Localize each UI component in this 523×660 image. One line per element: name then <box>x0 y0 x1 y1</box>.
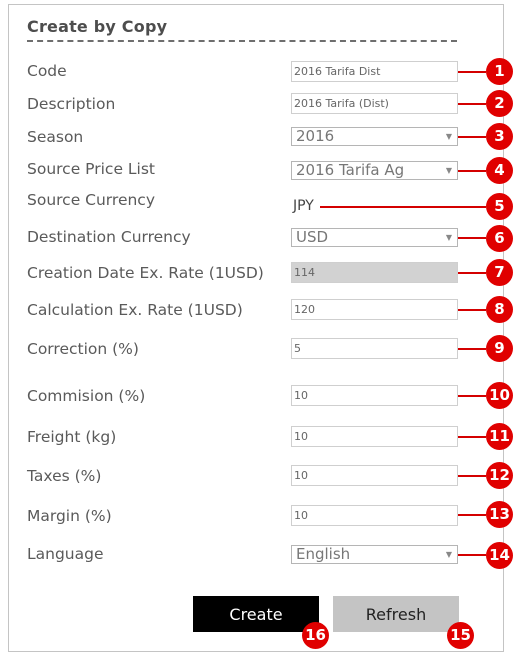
callout-badge-13: 13 <box>486 501 513 528</box>
commision-input[interactable]: 10 <box>291 385 458 406</box>
chevron-down-icon: ▼ <box>445 166 452 175</box>
refresh-button[interactable]: Refresh <box>333 596 459 632</box>
callout-line-4 <box>458 170 486 172</box>
callout-badge-2: 2 <box>486 90 513 117</box>
taxes-label: Taxes (%) <box>27 467 102 485</box>
callout-line-2 <box>458 103 486 105</box>
chevron-down-icon: ▼ <box>445 550 452 559</box>
language-label: Language <box>27 545 104 563</box>
description-input[interactable]: 2016 Tarifa (Dist) <box>291 93 458 114</box>
creation-date-rate-label: Creation Date Ex. Rate (1USD) <box>27 264 264 282</box>
code-label: Code <box>27 62 67 80</box>
callout-line-12 <box>458 475 486 477</box>
callout-line-6 <box>458 237 486 239</box>
callout-badge-15: 15 <box>447 622 474 649</box>
callout-line-9 <box>458 348 486 350</box>
destination-currency-select[interactable] <box>291 228 458 247</box>
freight-label: Freight (kg) <box>27 428 117 446</box>
callout-badge-14: 14 <box>486 542 513 569</box>
source-currency-label: Source Currency <box>27 191 155 209</box>
callout-badge-10: 10 <box>486 382 513 409</box>
season-select[interactable] <box>291 127 458 146</box>
callout-line-11 <box>458 436 486 438</box>
source-price-list-value: 2016 Tarifa Ag <box>296 161 405 179</box>
taxes-input[interactable]: 10 <box>291 465 458 486</box>
callout-badge-1: 1 <box>486 58 513 85</box>
source-price-list-select[interactable] <box>291 161 458 180</box>
callout-line-8 <box>458 309 486 311</box>
callout-badge-8: 8 <box>486 296 513 323</box>
callout-line-14 <box>458 554 486 556</box>
callout-badge-9: 9 <box>486 335 513 362</box>
callout-badge-5: 5 <box>486 193 513 220</box>
callout-line-10 <box>458 395 486 397</box>
title-divider <box>27 40 457 42</box>
chevron-down-icon: ▼ <box>445 233 452 242</box>
callout-line-7 <box>458 272 486 274</box>
callout-badge-12: 12 <box>486 462 513 489</box>
margin-label: Margin (%) <box>27 507 112 525</box>
creation-date-rate-input: 114 <box>291 262 458 283</box>
calculation-rate-label: Calculation Ex. Rate (1USD) <box>27 301 243 319</box>
correction-label: Correction (%) <box>27 340 139 358</box>
chevron-down-icon: ▼ <box>445 132 452 141</box>
destination-currency-label: Destination Currency <box>27 228 191 246</box>
form-title: Create by Copy <box>27 17 168 36</box>
language-value: English <box>296 545 351 563</box>
callout-line-13 <box>458 514 486 516</box>
destination-currency-value: USD <box>296 228 329 246</box>
callout-badge-4: 4 <box>486 157 513 184</box>
language-select[interactable] <box>291 545 458 564</box>
callout-line-1 <box>458 71 486 73</box>
description-label: Description <box>27 95 116 113</box>
callout-line-3 <box>458 136 486 138</box>
season-label: Season <box>27 128 84 146</box>
correction-input[interactable]: 5 <box>291 338 458 359</box>
callout-badge-11: 11 <box>486 423 513 450</box>
margin-input[interactable]: 10 <box>291 505 458 526</box>
calculation-rate-input[interactable]: 120 <box>291 299 458 320</box>
commision-label: Commision (%) <box>27 387 146 405</box>
callout-badge-6: 6 <box>486 225 513 252</box>
callout-badge-7: 7 <box>486 259 513 286</box>
callout-badge-3: 3 <box>486 123 513 150</box>
callout-line-5 <box>320 206 486 208</box>
callout-badge-16: 16 <box>302 622 329 649</box>
season-value: 2016 <box>296 127 335 145</box>
freight-input[interactable]: 10 <box>291 426 458 447</box>
create-button[interactable]: Create <box>193 596 319 632</box>
source-price-list-label: Source Price List <box>27 160 155 178</box>
code-input[interactable]: 2016 Tarifa Dist <box>291 61 458 82</box>
source-currency-value: JPY <box>293 198 314 214</box>
